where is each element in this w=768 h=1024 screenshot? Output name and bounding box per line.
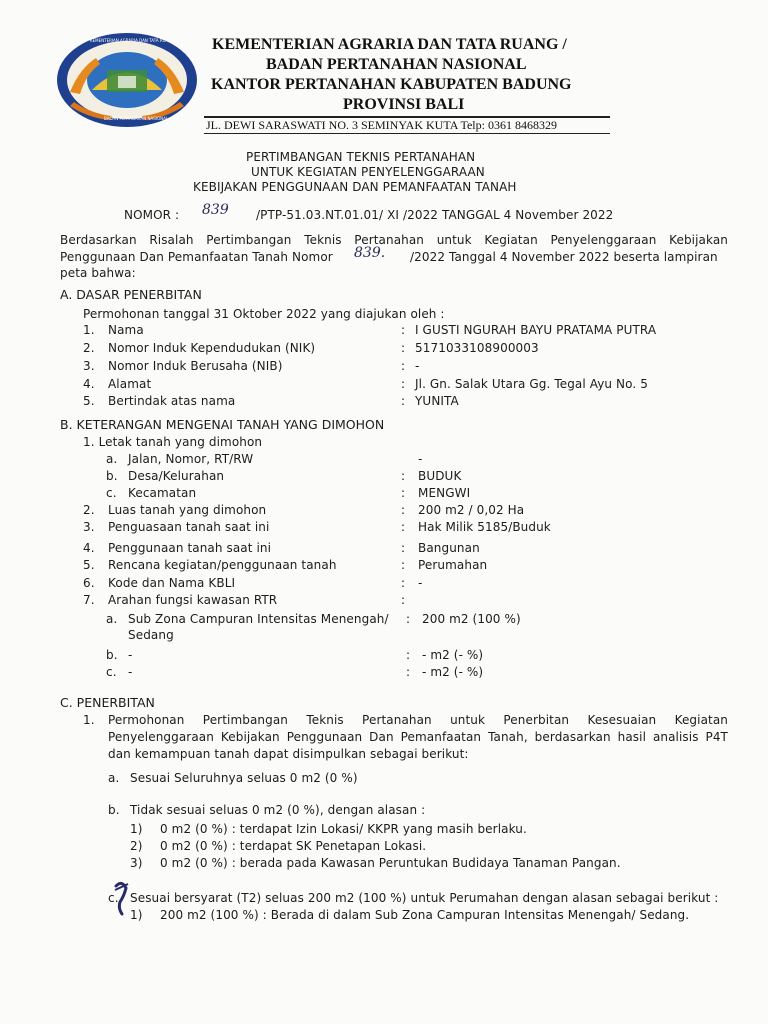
section-c-b-reason-text-1: 0 m2 (0 %) : terdapat Izin Lokasi/ KKPR yang masih berlaku. bbox=[160, 822, 527, 836]
kop-line-1: KEMENTERIAN AGRARIA DAN TATA RUANG / bbox=[212, 36, 567, 53]
section-a-item-value-4: Jl. Gn. Salak Utara Gg. Tegal Ayu No. 5 bbox=[415, 377, 648, 391]
section-a-item-no-1: 1. bbox=[83, 323, 95, 337]
section-c-a-text: Sesuai Seluruhnya seluas 0 m2 (0 %) bbox=[130, 771, 358, 785]
section-b-item-value-4: Perumahan bbox=[418, 558, 488, 572]
section-b-location-label-3: Kecamatan bbox=[128, 486, 197, 500]
kop-line-2: BADAN PERTANAHAN NASIONAL bbox=[266, 56, 527, 73]
section-c-b-reason-text-2: 0 m2 (0 %) : terdapat SK Penetapan Lokasi. bbox=[160, 839, 427, 853]
doc-title-line-1: PERTIMBANGAN TEKNIS PERTANAHAN bbox=[246, 150, 476, 164]
section-c-c-text: Sesuai bersyarat (T2) seluas 200 m2 (100 %) untuk Perumahan dengan alasan sebagai berikut : bbox=[130, 891, 719, 905]
section-b-heading: B. KETERANGAN MENGENAI TANAH YANG DIMOHON bbox=[60, 417, 385, 432]
section-a-item-label-1: Nama bbox=[108, 323, 144, 337]
section-b-item-sep-6: : bbox=[401, 593, 406, 607]
section-a-item-value-1: I GUSTI NGURAH BAYU PRATAMA PUTRA bbox=[415, 323, 657, 337]
section-c-a-no: a. bbox=[108, 771, 120, 785]
section-b-rtr-label-cont-1: Sedang bbox=[128, 628, 174, 642]
section-a-item-sep-4: : bbox=[401, 377, 406, 391]
section-a-item-label-5: Bertindak atas nama bbox=[108, 394, 236, 408]
section-b-rtr-value-2: - m2 (- %) bbox=[422, 648, 484, 662]
section-c-p1-line-2: Penyelenggaraan Kebijakan Penggunaan Dan Pemanfaatan Tanah, berdasarkan hasil analisis P4T bbox=[108, 730, 728, 744]
section-b-rtr-no-2: b. bbox=[106, 648, 118, 662]
section-b-rtr-value-3: - m2 (- %) bbox=[422, 665, 484, 679]
section-a-item-label-2: Nomor Induk Kependudukan (NIK) bbox=[108, 341, 316, 355]
section-b-item-no-6: 7. bbox=[83, 593, 95, 607]
kop-line-4: PROVINSI BALI bbox=[343, 96, 465, 113]
section-c-p1-line-1: Permohonan Pertimbangan Teknis Pertanahan untuk Penerbitan Kesesuaian Kegiatan bbox=[108, 713, 728, 727]
section-c-p1-line-3: dan kemampuan tanah dapat disimpulkan sebagai berikut: bbox=[108, 747, 469, 761]
section-b-item-label-1: Luas tanah yang dimohon bbox=[108, 503, 267, 517]
logo-ring-text-bottom: BADAN PERTANAHAN NASIONAL bbox=[104, 116, 169, 121]
section-a-item-sep-5: : bbox=[401, 394, 406, 408]
section-a-item-sep-3: : bbox=[401, 359, 406, 373]
section-c-c-reason-no: 1) bbox=[130, 908, 143, 922]
section-a-item-label-3: Nomor Induk Berusaha (NIB) bbox=[108, 359, 283, 373]
section-a-item-no-5: 5. bbox=[83, 394, 95, 408]
bpn-emblem-icon bbox=[52, 30, 202, 130]
section-b-item-value-5: - bbox=[418, 576, 423, 590]
section-b-rtr-label-3: - bbox=[128, 665, 133, 679]
section-b-item-value-1: 200 m2 / 0,02 Ha bbox=[418, 503, 525, 517]
doc-title-line-2: UNTUK KEGIATAN PENYELENGGARAAN bbox=[251, 165, 485, 179]
section-b-location-label-1: Jalan, Nomor, RT/RW bbox=[128, 452, 254, 466]
section-c-c-no: c. bbox=[108, 891, 119, 905]
section-a-heading: A. DASAR PENERBITAN bbox=[60, 287, 202, 302]
section-b-rtr-sep-1: : bbox=[406, 612, 411, 626]
section-a-item-value-5: YUNITA bbox=[415, 394, 459, 408]
nomor-label: NOMOR : bbox=[124, 208, 180, 222]
section-c-heading: C. PENERBITAN bbox=[60, 695, 155, 710]
ministry-logo bbox=[52, 30, 202, 130]
section-a-item-sep-2: : bbox=[401, 341, 406, 355]
section-c-b-reason-no-2: 2) bbox=[130, 839, 143, 853]
kop-rule-bottom bbox=[204, 133, 610, 134]
section-b-item-no-5: 6. bbox=[83, 576, 95, 590]
section-b-item-no-2: 3. bbox=[83, 520, 95, 534]
section-b-location-value-2: BUDUK bbox=[418, 469, 462, 483]
section-b-item-sep-3: : bbox=[401, 541, 406, 555]
section-b-item-no-4: 5. bbox=[83, 558, 95, 572]
nomor-handwritten: 839 bbox=[202, 202, 229, 218]
section-c-p1-no: 1. bbox=[83, 713, 95, 727]
section-b-item-no-3: 4. bbox=[83, 541, 95, 555]
section-b-item-label-4: Rencana kegiatan/penggunaan tanah bbox=[108, 558, 337, 572]
section-b-rtr-sep-3: : bbox=[406, 665, 411, 679]
section-b-rtr-label-1: Sub Zona Campuran Intensitas Menengah/ bbox=[128, 612, 389, 626]
logo-ring-text-top: KEMENTERIAN AGRARIA DAN TATA RUANG bbox=[90, 38, 175, 43]
section-a-lead: Permohonan tanggal 31 Oktober 2022 yang diajukan oleh : bbox=[83, 307, 445, 321]
section-b-location-sep-2: : bbox=[401, 469, 406, 483]
section-b-item-no-1: 2. bbox=[83, 503, 95, 517]
intro-line-2-b: /2022 Tanggal 4 November 2022 beserta lampiran bbox=[410, 250, 718, 264]
section-a-item-value-3: - bbox=[415, 359, 420, 373]
section-b-item-label-2: Penguasaan tanah saat ini bbox=[108, 520, 270, 534]
intro-line-2-hand: 839. bbox=[354, 245, 386, 261]
section-b-item-label-6: Arahan fungsi kawasan RTR bbox=[108, 593, 278, 607]
section-b-rtr-sep-2: : bbox=[406, 648, 411, 662]
section-a-item-no-2: 2. bbox=[83, 341, 95, 355]
section-c-b-text: Tidak sesuai seluas 0 m2 (0 %), dengan alasan : bbox=[130, 803, 426, 817]
section-b-item-sep-2: : bbox=[401, 520, 406, 534]
section-c-b-reason-text-3: 0 m2 (0 %) : berada pada Kawasan Peruntukan Budidaya Tanaman Pangan. bbox=[160, 856, 621, 870]
intro-line-2-a: Penggunaan Dan Pemanfaatan Tanah Nomor bbox=[60, 250, 333, 264]
section-a-item-no-4: 4. bbox=[83, 377, 95, 391]
section-a-item-sep-1: : bbox=[401, 323, 406, 337]
section-b-rtr-no-3: c. bbox=[106, 665, 117, 679]
section-c-b-no: b. bbox=[108, 803, 120, 817]
section-b-item-value-2: Hak Milik 5185/Buduk bbox=[418, 520, 551, 534]
section-b-location-no-3: c. bbox=[106, 486, 117, 500]
section-b-item-1: 1. Letak tanah yang dimohon bbox=[83, 435, 263, 449]
section-b-location-sep-3: : bbox=[401, 486, 406, 500]
section-a-item-no-3: 3. bbox=[83, 359, 95, 373]
section-b-item-sep-1: : bbox=[401, 503, 406, 517]
section-b-location-no-1: a. bbox=[106, 452, 118, 466]
section-c-b-reason-no-3: 3) bbox=[130, 856, 143, 870]
nomor-rest: /PTP-51.03.NT.01.01/ XI /2022 TANGGAL 4 November 2022 bbox=[256, 208, 614, 222]
section-b-item-sep-4: : bbox=[401, 558, 406, 572]
section-c-c-reason: 200 m2 (100 %) : Berada di dalam Sub Zona Campuran Intensitas Menengah/ Sedang. bbox=[160, 908, 690, 922]
section-b-rtr-no-1: a. bbox=[106, 612, 118, 626]
kop-line-3: KANTOR PERTANAHAN KABUPATEN BADUNG bbox=[211, 76, 572, 93]
section-b-item-value-3: Bangunan bbox=[418, 541, 480, 555]
section-b-item-sep-5: : bbox=[401, 576, 406, 590]
intro-line-3: peta bahwa: bbox=[60, 266, 136, 280]
kop-address: JL. DEWI SARASWATI NO. 3 SEMINYAK KUTA Telp: 0361 8468329 bbox=[206, 118, 557, 132]
section-a-item-label-4: Alamat bbox=[108, 377, 152, 391]
section-b-location-value-1: - bbox=[418, 452, 423, 466]
section-b-location-no-2: b. bbox=[106, 469, 118, 483]
section-a-item-value-2: 5171033108900003 bbox=[415, 341, 539, 355]
section-b-location-label-2: Desa/Kelurahan bbox=[128, 469, 225, 483]
section-b-item-label-5: Kode dan Nama KBLI bbox=[108, 576, 236, 590]
section-b-item-label-3: Penggunaan tanah saat ini bbox=[108, 541, 272, 555]
intro-line-1: Berdasarkan Risalah Pertimbangan Teknis Pertanahan untuk Kegiatan Penyelenggaraan Kebijakan bbox=[60, 233, 728, 247]
doc-title-line-3: KEBIJAKAN PENGGUNAAN DAN PEMANFAATAN TANAH bbox=[193, 180, 517, 194]
section-b-rtr-value-1: 200 m2 (100 %) bbox=[422, 612, 521, 626]
section-b-rtr-label-2: - bbox=[128, 648, 133, 662]
section-c-b-reason-no-1: 1) bbox=[130, 822, 143, 836]
section-b-location-value-3: MENGWI bbox=[418, 486, 471, 500]
